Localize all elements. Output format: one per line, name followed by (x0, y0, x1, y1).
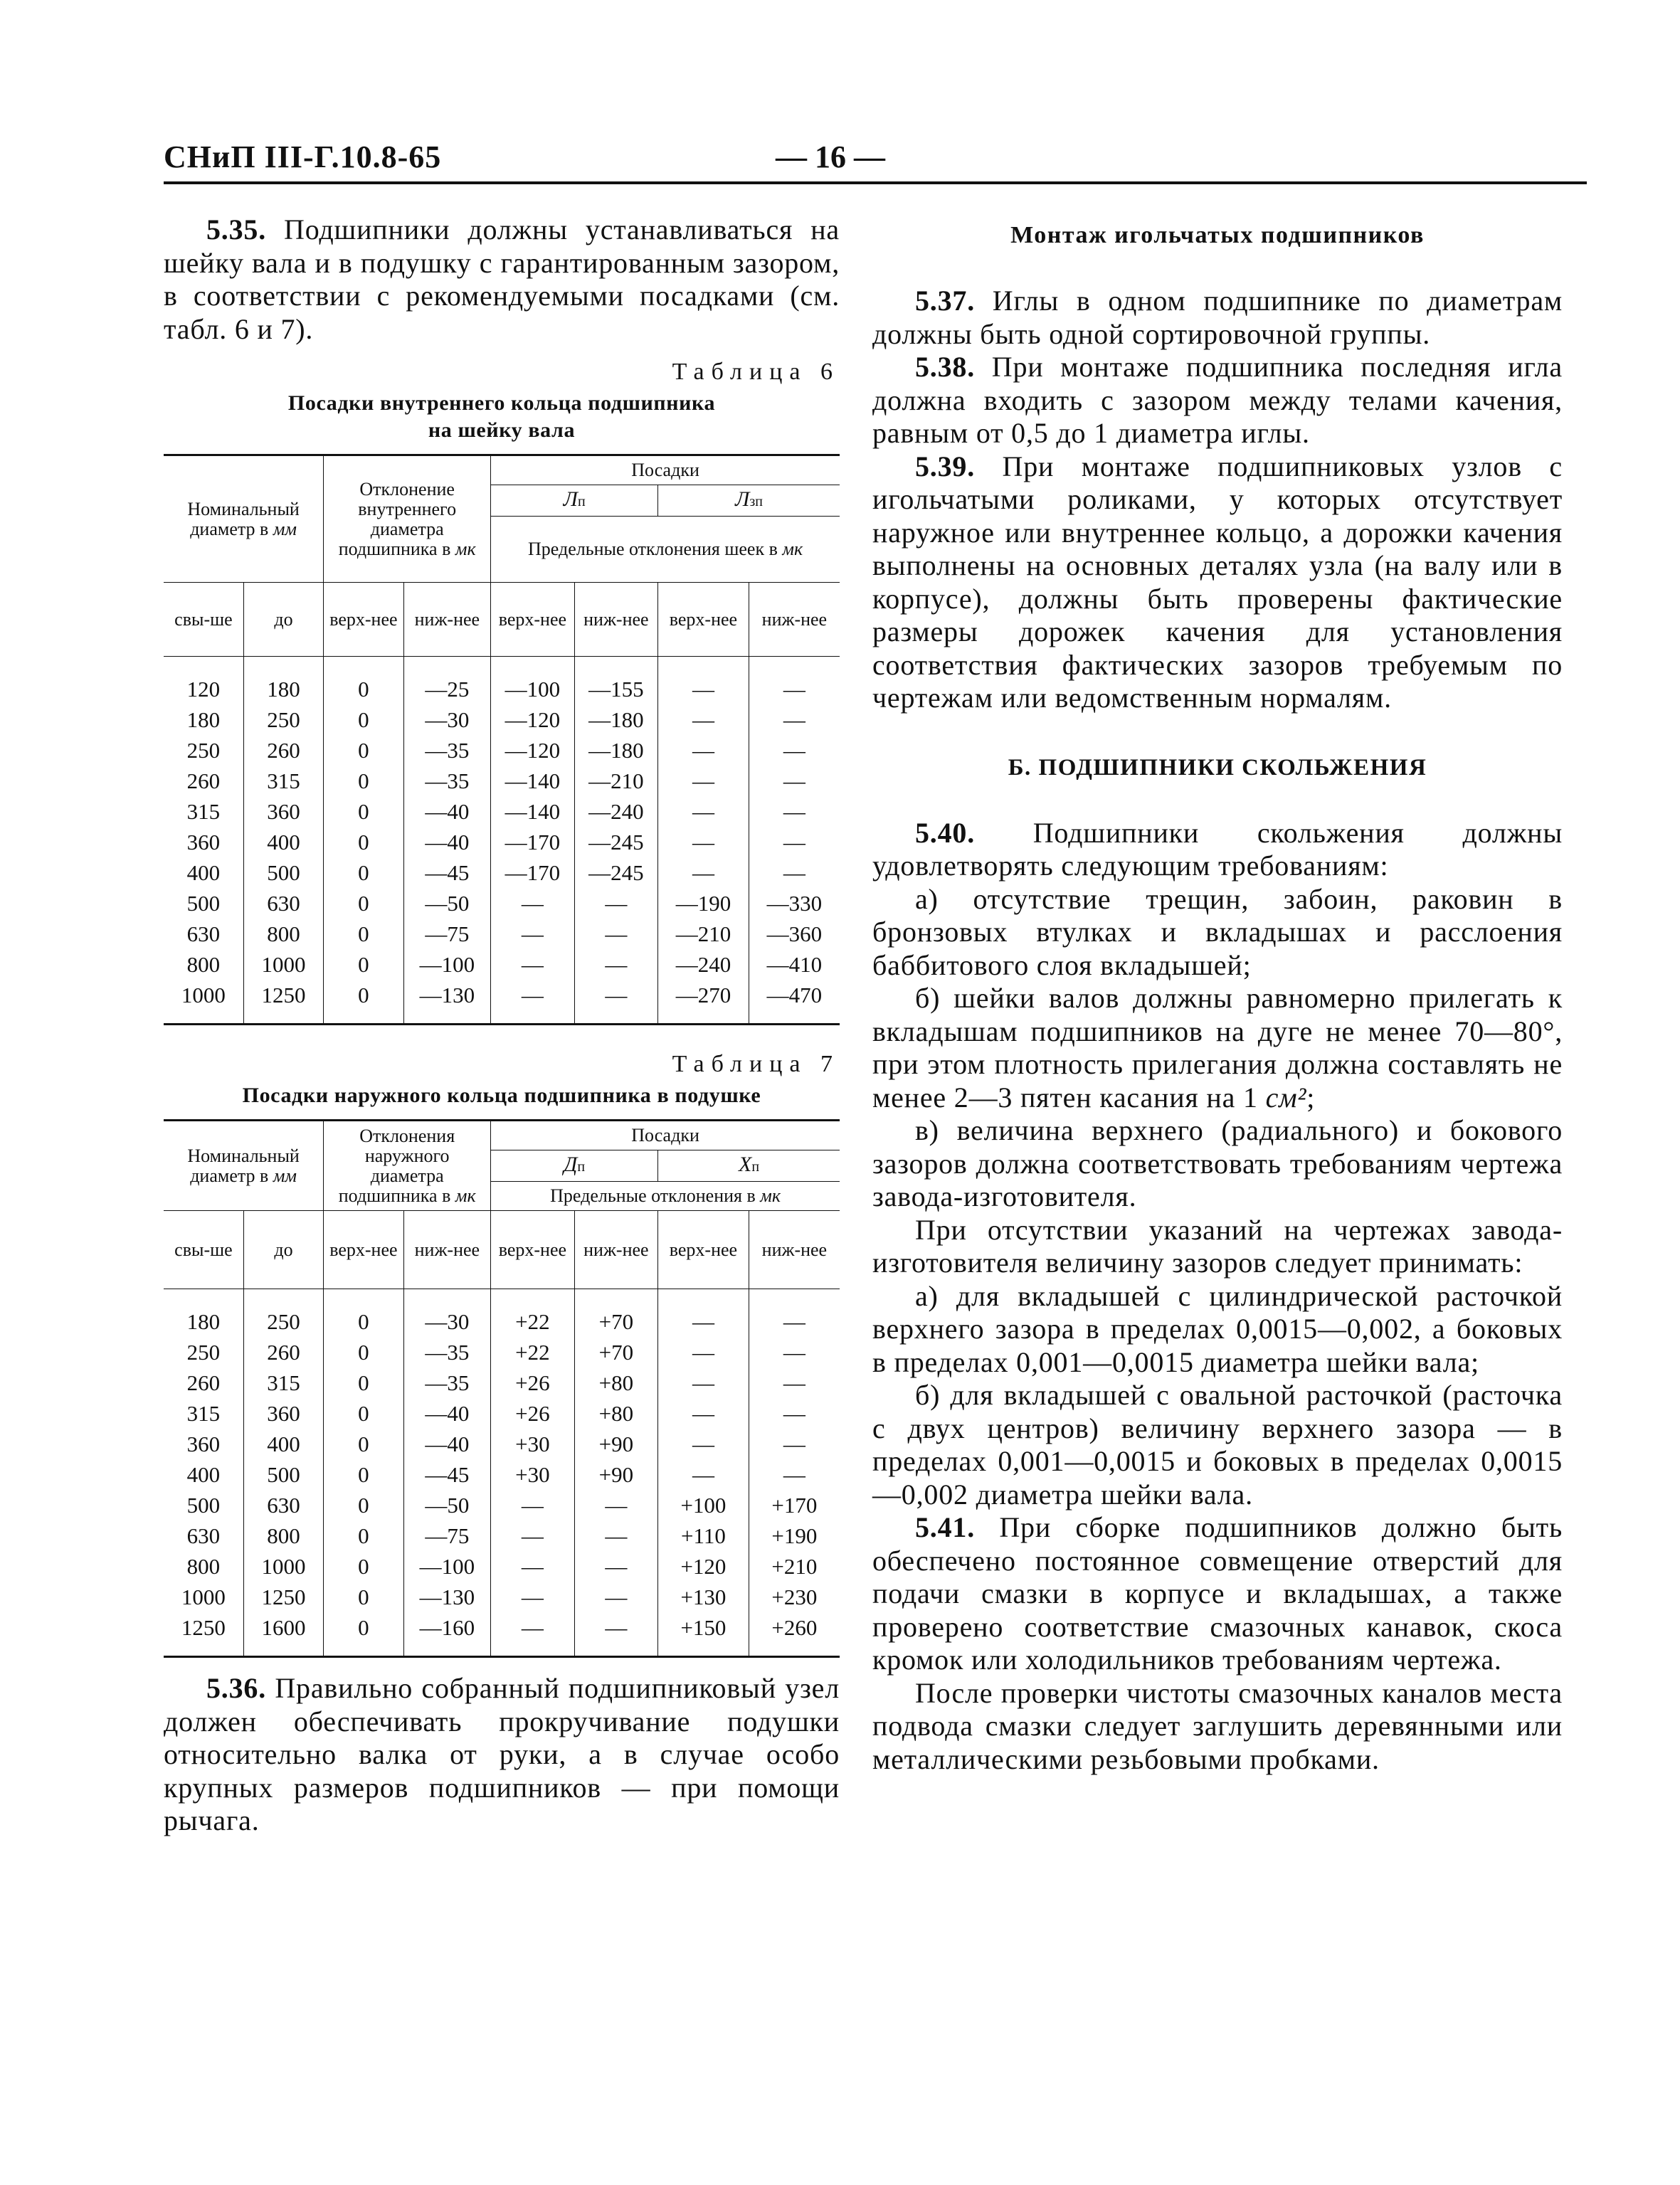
table-cell: +70 (574, 1289, 657, 1338)
table-cell: +70 (574, 1337, 657, 1367)
table-cell: 250 (186, 1340, 221, 1365)
table-cell: 500 (243, 1459, 323, 1490)
table-cell: +90 (574, 1459, 657, 1490)
table-cell: 315 (243, 1367, 323, 1398)
table-cell: 500 (186, 1493, 221, 1518)
table-cell: 260 (186, 768, 221, 793)
paragraph-text: При монтаже подшипниковых узлов с игольчатыми роликами, у которых отсутствует наружное или внутреннее кольцо, а дорожки качения выполнены на основных деталях узла (на валу или в корпусе), должны быть проверены фактические размеры дорожек качения для установления соответствия фактических зазоров требуемым по чертежам или ведомственным нормалям. (872, 450, 1563, 714)
table-cell: —470 (749, 980, 840, 1025)
table-row (164, 1289, 840, 1338)
table-row (164, 1490, 840, 1520)
table-cell: — (658, 704, 749, 735)
table-cell: —50 (403, 1490, 491, 1520)
table-cell: —245 (574, 827, 657, 857)
table-cell: 250 (243, 1289, 323, 1338)
table-cell: +30 (491, 1429, 574, 1459)
table-cell: 1000 (181, 1584, 226, 1609)
col-header-to: до (243, 583, 323, 657)
table-cell: —30 (403, 1289, 491, 1338)
table-cell: 180 (243, 657, 323, 705)
table-cell: +80 (574, 1398, 657, 1429)
table-cell: —35 (403, 1367, 491, 1398)
table-cell: 800 (186, 952, 221, 977)
table-cell: — (574, 1612, 657, 1657)
right-column (872, 213, 1563, 1776)
table-row (164, 1429, 840, 1459)
table-cell: — (658, 1398, 749, 1429)
paragraph-text: Правильно собранный подшипниковый узел должен обеспечивать прокручивание подушки относительно валка от руки, а в случае особо крупных размеров подшипников — при помощи рычага. (164, 1672, 840, 1836)
table-cell: — (574, 1490, 657, 1520)
table-cell: 0 (324, 1429, 403, 1459)
table-6-title-line1: Посадки внутреннего кольца подшипника (287, 391, 716, 415)
clause-number: 5.40. (915, 816, 975, 849)
table-cell: —180 (574, 704, 657, 735)
table-cell: 1000 (243, 949, 323, 980)
table-7-body (164, 1289, 840, 1657)
table-cell: —170 (491, 827, 574, 857)
table-cell: — (491, 980, 574, 1025)
paragraph-text: Подшипники должны устанавливаться на шейку вала и в подушку с гарантированным зазором, в соответствии с рекомендуемыми посадками (см. табл. 6 и 7). (164, 213, 840, 345)
table-cell: — (658, 1289, 749, 1338)
table-cell: 250 (243, 704, 323, 735)
paragraph-5-40-a: а) отсутствие трещин, забоин, раковин в бронзовых втулках и вкладышах и расслоения баббитового слоя вкладышей; (872, 882, 1563, 981)
table-cell: —170 (491, 857, 574, 888)
col-header-upper: верх-нее (491, 583, 574, 657)
col-header-limit-deviations: Предельные отклонения в мк (491, 1182, 840, 1211)
table-cell: —75 (403, 919, 491, 949)
table-cell: 0 (324, 1289, 403, 1338)
table-cell: 800 (243, 919, 323, 949)
table-cell: 315 (186, 799, 221, 824)
table-6-title (164, 390, 840, 444)
table-cell: —240 (658, 949, 749, 980)
table-cell: —190 (658, 888, 749, 919)
col-header-fits: Посадки (491, 455, 840, 485)
table-cell: — (658, 766, 749, 796)
table-cell: 0 (324, 657, 403, 705)
table-cell: — (491, 1520, 574, 1551)
table-cell: 0 (324, 1551, 403, 1582)
table-cell: —30 (403, 704, 491, 735)
paragraph-5-40-c: в) величина верхнего (радиального) и бокового зазоров должна соответствовать требованиям чертежа завода-изготовителя. (872, 1114, 1563, 1212)
table-cell: —410 (749, 949, 840, 980)
table-cell: +260 (749, 1612, 840, 1657)
clause-number: 5.41. (915, 1511, 975, 1543)
paragraph-text: При сборке подшипников должно быть обеспечено постоянное совмещение отверстий для подачи смазки в корпусе и вкладышах, а также проверено соответствие смазочных канавок, скоса кромок или холодильников требованиям чертежа. (872, 1511, 1563, 1676)
col-header-limit-deviations: Предельные отклонения шеек в мк (491, 517, 840, 583)
paragraph-5-35 (164, 213, 840, 346)
table-row (164, 949, 840, 980)
table-cell: — (749, 766, 840, 796)
paragraph-5-41 (872, 1511, 1563, 1677)
table-cell: 400 (186, 1462, 221, 1487)
table-row (164, 1582, 840, 1612)
table-cell: —45 (403, 857, 491, 888)
left-column (164, 213, 840, 1838)
col-header-fit-lzp: Лзп (658, 485, 840, 517)
table-cell: +170 (749, 1490, 840, 1520)
table-cell: 250 (186, 738, 221, 763)
table-cell: +190 (749, 1520, 840, 1551)
table-cell: —245 (574, 857, 657, 888)
paragraph-text: При монтаже подшипника последняя игла должна входить с зазором между телами качения, равным от 0,5 до 1 диаметра иглы. (872, 351, 1563, 449)
col-header-fit-xp: Хп (658, 1150, 840, 1182)
clause-number: 5.39. (915, 450, 975, 482)
table-cell: — (491, 1582, 574, 1612)
table-row (164, 1612, 840, 1657)
col-header-upper: верх-нее (658, 1211, 749, 1289)
table-cell: +90 (574, 1429, 657, 1459)
table-cell: 1250 (181, 1615, 226, 1640)
table-cell: 1000 (181, 983, 226, 1007)
table-cell: +22 (491, 1289, 574, 1338)
table-cell: —330 (749, 888, 840, 919)
col-header-upper: верх-нее (324, 583, 403, 657)
table-cell: 800 (186, 1554, 221, 1579)
table-7-label: Таблица 7 (672, 1051, 840, 1077)
paragraph-text: Подшипники скольжения должны удовлетворять следующим требованиям: (872, 816, 1563, 882)
table-row (164, 796, 840, 827)
col-header-lower: ниж-нее (749, 583, 840, 657)
table-row (164, 827, 840, 857)
table-cell: — (491, 1551, 574, 1582)
table-cell: — (658, 657, 749, 705)
table-cell: +130 (658, 1582, 749, 1612)
table-cell: — (658, 796, 749, 827)
table-cell: —40 (403, 1398, 491, 1429)
table-row (164, 704, 840, 735)
table-row (164, 735, 840, 766)
clause-number: 5.37. (915, 285, 975, 317)
table-cell: —35 (403, 735, 491, 766)
table-cell: 500 (243, 857, 323, 888)
table-cell: — (574, 1520, 657, 1551)
table-row (164, 919, 840, 949)
table-cell: — (749, 657, 840, 705)
col-header-lower: ниж-нее (403, 1211, 491, 1289)
table-cell: 315 (186, 1401, 221, 1426)
table-cell: 630 (186, 1523, 221, 1548)
table-6-title-line2: на шейку вала (428, 418, 576, 442)
table-cell: 0 (324, 1490, 403, 1520)
table-cell: —240 (574, 796, 657, 827)
paragraph-5-40-b: б) шейки валов должны равномерно прилегать к вкладышам подшипников на дуге не менее 70—80°, при этом плотность прилегания должна составлять не менее 2—3 пятен касания на 1 см²; (872, 982, 1563, 1113)
table-cell: 0 (324, 704, 403, 735)
col-header-upper: верх-нее (658, 583, 749, 657)
paragraph-absent-b: б) для вкладышей с овальной расточкой (расточка с двух центров) величину верхнего зазора — в пределах 0,001—0,0015 и боковых в пределах 0,0015—0,002 диаметра шейки вала. (872, 1379, 1563, 1511)
table-cell: — (574, 1582, 657, 1612)
table-cell: 260 (243, 1337, 323, 1367)
table-cell: 400 (243, 1429, 323, 1459)
table-cell: +120 (658, 1551, 749, 1582)
col-header-lower: ниж-нее (574, 1211, 657, 1289)
table-cell: 260 (243, 735, 323, 766)
table-cell: — (749, 1367, 840, 1398)
table-cell: — (749, 1289, 840, 1338)
table-cell: 0 (324, 1459, 403, 1490)
table-cell: — (491, 1490, 574, 1520)
table-row (164, 1551, 840, 1582)
table-cell: — (749, 1398, 840, 1429)
table-cell: 1250 (243, 1582, 323, 1612)
table-cell: 0 (324, 735, 403, 766)
table-cell: —100 (403, 1551, 491, 1582)
table-row (164, 1459, 840, 1490)
table-cell: — (574, 949, 657, 980)
table-cell: — (658, 1459, 749, 1490)
table-cell: — (749, 1429, 840, 1459)
table-cell: +100 (658, 1490, 749, 1520)
table-cell: — (491, 919, 574, 949)
table-cell: 0 (324, 796, 403, 827)
table-cell: — (658, 857, 749, 888)
table-6 (164, 454, 840, 1025)
table-cell: — (574, 888, 657, 919)
table-cell: —180 (574, 735, 657, 766)
table-cell: 0 (324, 766, 403, 796)
table-cell: +80 (574, 1367, 657, 1398)
table-cell: +150 (658, 1612, 749, 1657)
col-header-over: свы-ше (164, 583, 243, 657)
table-cell: —40 (403, 1429, 491, 1459)
table-cell: 0 (324, 1367, 403, 1398)
table-row (164, 766, 840, 796)
paragraph-5-37 (872, 285, 1563, 351)
page-number: — 16 — (776, 139, 885, 174)
table-6-label: Таблица 6 (672, 359, 840, 385)
col-header-nominal-diameter: Номинальный диаметр в мм (164, 455, 324, 583)
table-cell: 1000 (243, 1551, 323, 1582)
paragraph-absent-instructions: При отсутствии указаний на чертежах завода-изготовителя величину зазоров следует принимать: (872, 1213, 1563, 1279)
table-cell: 0 (324, 919, 403, 949)
table-cell: 400 (186, 860, 221, 885)
table-cell: 315 (243, 766, 323, 796)
col-header-outer-deviation: Отклонения наружного диаметра подшипника в мк (324, 1121, 491, 1211)
table-7 (164, 1119, 840, 1658)
table-cell: +30 (491, 1459, 574, 1490)
table-cell: — (574, 919, 657, 949)
table-cell: — (749, 857, 840, 888)
table-cell: 0 (324, 1520, 403, 1551)
table-cell: 1250 (243, 980, 323, 1025)
table-cell: —40 (403, 796, 491, 827)
paragraph-5-39 (872, 450, 1563, 715)
table-cell: —140 (491, 766, 574, 796)
table-6-body (164, 657, 840, 1025)
table-cell: 630 (186, 921, 221, 946)
table-cell: — (749, 704, 840, 735)
table-cell: —140 (491, 796, 574, 827)
table-cell: 0 (324, 1582, 403, 1612)
table-cell: —75 (403, 1520, 491, 1551)
table-cell: —50 (403, 888, 491, 919)
table-cell: 0 (324, 827, 403, 857)
paragraph-final: После проверки чистоты смазочных каналов места подвода смазки следует заглушить деревянными или металлическими резьбовыми пробками. (872, 1676, 1563, 1775)
table-cell: 400 (243, 827, 323, 857)
table-cell: +26 (491, 1398, 574, 1429)
col-header-upper: верх-нее (324, 1211, 403, 1289)
table-cell: 0 (324, 949, 403, 980)
table-cell: 0 (324, 1398, 403, 1429)
table-cell: —100 (491, 657, 574, 705)
table-cell: +110 (658, 1520, 749, 1551)
table-cell: — (491, 949, 574, 980)
col-header-fit-dp: Дп (491, 1150, 658, 1182)
clause-number: 5.36. (206, 1672, 266, 1704)
table-cell: — (749, 796, 840, 827)
table-cell: 180 (186, 1309, 221, 1334)
table-cell: —210 (658, 919, 749, 949)
col-header-fits: Посадки (491, 1121, 840, 1150)
col-header-lower: ниж-нее (574, 583, 657, 657)
paragraph-5-38 (872, 351, 1563, 450)
table-cell: 360 (243, 1398, 323, 1429)
table-cell: 0 (324, 1337, 403, 1367)
table-cell: +22 (491, 1337, 574, 1367)
table-cell: — (749, 735, 840, 766)
table-cell: +26 (491, 1367, 574, 1398)
table-cell: — (749, 827, 840, 857)
table-cell: 0 (324, 888, 403, 919)
table-cell: —160 (403, 1612, 491, 1657)
col-header-over: свы-ше (164, 1211, 243, 1289)
table-cell: — (658, 827, 749, 857)
clause-number: 5.38. (915, 351, 975, 383)
table-cell: —40 (403, 827, 491, 857)
table-cell: 0 (324, 857, 403, 888)
table-cell: +230 (749, 1582, 840, 1612)
table-row (164, 1398, 840, 1429)
col-header-nominal-diameter: Номинальный диаметр в мм (164, 1121, 324, 1211)
table-cell: — (574, 980, 657, 1025)
table-row (164, 857, 840, 888)
table-cell: 360 (243, 796, 323, 827)
table-cell: —25 (403, 657, 491, 705)
col-header-lower: ниж-нее (749, 1211, 840, 1289)
table-cell: —360 (749, 919, 840, 949)
table-row (164, 657, 840, 705)
table-cell: 800 (243, 1520, 323, 1551)
unit-cm2: см² (1265, 1081, 1307, 1113)
table-row (164, 1367, 840, 1398)
table-cell: —120 (491, 735, 574, 766)
col-header-to: до (243, 1211, 323, 1289)
table-cell: 0 (324, 1612, 403, 1657)
paragraph-5-40 (872, 817, 1563, 883)
table-cell: 500 (186, 891, 221, 916)
table-row (164, 1337, 840, 1367)
section-title-plain-bearings: Б. ПОДШИПНИКИ СКОЛЬЖЕНИЯ (1008, 754, 1427, 781)
section-title-needle-bearings: Монтаж игольчатых подшипников (1010, 222, 1425, 248)
col-header-lower: ниж-нее (403, 583, 491, 657)
table-cell: — (658, 735, 749, 766)
document-code: СНиП III-Г.10.8-65 (164, 139, 442, 174)
table-cell: —130 (403, 1582, 491, 1612)
table-row (164, 1520, 840, 1551)
col-header-inner-deviation: Отклонение внутреннего диаметра подшипника в мк (324, 455, 491, 583)
paragraph-5-36 (164, 1672, 840, 1838)
table-cell: +210 (749, 1551, 840, 1582)
table-cell: 180 (186, 707, 221, 732)
table-row (164, 980, 840, 1025)
table-cell: —35 (403, 1337, 491, 1367)
table-cell: —120 (491, 704, 574, 735)
table-cell: 260 (186, 1370, 221, 1395)
table-cell: 120 (186, 677, 221, 702)
col-header-fit-lp: Лп (491, 485, 658, 517)
table-cell: 360 (186, 830, 221, 855)
table-cell: — (658, 1367, 749, 1398)
table-cell: —155 (574, 657, 657, 705)
table-cell: —35 (403, 766, 491, 796)
table-cell: —45 (403, 1459, 491, 1490)
table-cell: 0 (324, 980, 403, 1025)
col-header-upper: верх-нее (491, 1211, 574, 1289)
table-cell: 1600 (243, 1612, 323, 1657)
table-cell: —100 (403, 949, 491, 980)
table-cell: — (658, 1429, 749, 1459)
table-cell: 360 (186, 1432, 221, 1456)
table-cell: 630 (243, 1490, 323, 1520)
table-cell: — (491, 1612, 574, 1657)
table-cell: 630 (243, 888, 323, 919)
clause-number: 5.35. (206, 213, 266, 245)
page-header (164, 139, 1587, 184)
paragraph-text: Иглы в одном подшипнике по диаметрам должны быть одной сортировочной группы. (872, 285, 1563, 350)
table-cell: — (491, 888, 574, 919)
table-cell: —210 (574, 766, 657, 796)
table-cell: — (749, 1337, 840, 1367)
table-cell: — (574, 1551, 657, 1582)
table-cell: —270 (658, 980, 749, 1025)
paragraph-absent-a: а) для вкладышей с цилиндрической расточкой верхнего зазора в пределах 0,0015—0,002, а боковых в пределах 0,001—0,0015 диаметра шейки вала; (872, 1279, 1563, 1378)
table-cell: —130 (403, 980, 491, 1025)
table-cell: — (658, 1337, 749, 1367)
table-cell: — (749, 1459, 840, 1490)
table-row (164, 888, 840, 919)
table-7-title: Посадки наружного кольца подшипника в подушке (242, 1084, 761, 1107)
